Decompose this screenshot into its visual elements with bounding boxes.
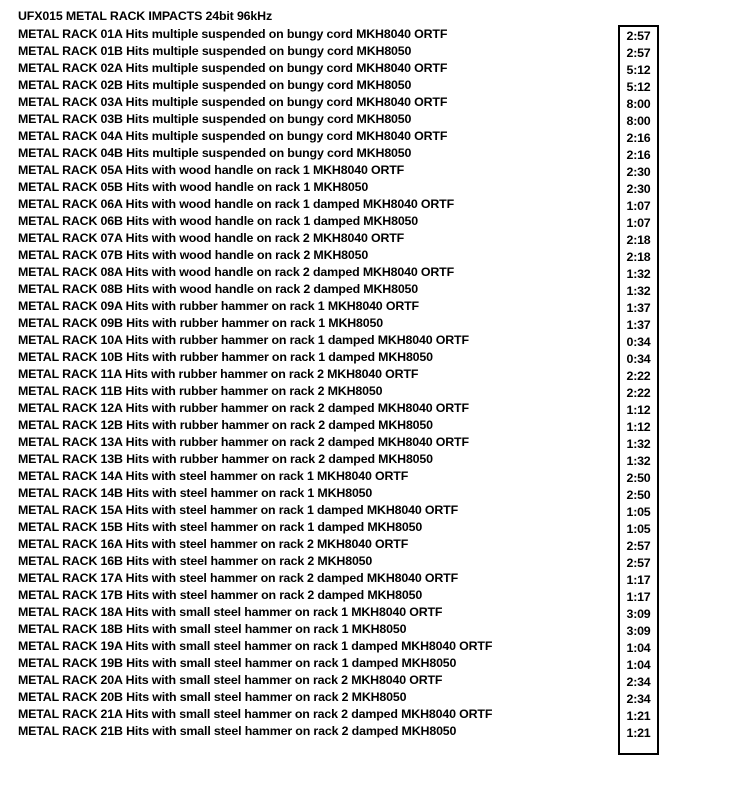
track-duration: 2:16: [626, 148, 651, 162]
track-duration: 1:32: [626, 267, 651, 281]
track-row: METAL RACK 04B Hits multiple suspended on bungy cord MKH8050: [18, 146, 412, 160]
track-row: METAL RACK 03B Hits multiple suspended on bungy cord MKH8050: [18, 112, 412, 126]
track-duration: 1:04: [626, 658, 651, 672]
track-duration: 1:07: [626, 199, 651, 213]
track-duration: 2:57: [626, 29, 651, 43]
track-duration: 2:30: [626, 182, 651, 196]
track-duration: 5:12: [626, 63, 651, 77]
track-duration: 1:04: [626, 641, 651, 655]
track-duration: 2:30: [626, 165, 651, 179]
track-duration: 1:12: [626, 403, 651, 417]
track-duration: 2:18: [626, 233, 651, 247]
duration-list: [620, 28, 657, 742]
track-row: METAL RACK 02A Hits multiple suspended on bungy cord MKH8040 ORTF: [18, 61, 448, 75]
track-row: METAL RACK 08B Hits with wood handle on rack 2 damped MKH8050: [18, 282, 419, 296]
track-row: METAL RACK 05A Hits with wood handle on rack 1 MKH8040 ORTF: [18, 163, 405, 177]
track-row: METAL RACK 07A Hits with wood handle on rack 2 MKH8040 ORTF: [18, 231, 405, 245]
track-row: METAL RACK 01B Hits multiple suspended on bungy cord MKH8050: [18, 44, 412, 58]
track-row: METAL RACK 16B Hits with steel hammer on rack 2 MKH8050: [18, 554, 373, 568]
page-title: UFX015 METAL RACK IMPACTS 24bit 96kHz: [18, 9, 273, 23]
track-row: METAL RACK 18A Hits with small steel hammer on rack 1 MKH8040 ORTF: [18, 605, 443, 619]
track-row: METAL RACK 06B Hits with wood handle on rack 1 damped MKH8050: [18, 214, 419, 228]
track-duration: 2:50: [626, 488, 651, 502]
track-duration: 0:34: [626, 335, 651, 349]
track-duration: 1:05: [626, 522, 651, 536]
track-list: [18, 26, 614, 740]
track-row: METAL RACK 06A Hits with wood handle on rack 1 damped MKH8040 ORTF: [18, 197, 454, 211]
track-row: METAL RACK 16A Hits with steel hammer on rack 2 MKH8040 ORTF: [18, 537, 409, 551]
track-duration: 2:34: [626, 675, 651, 689]
track-duration: 2:18: [626, 250, 651, 264]
track-duration: 1:37: [626, 301, 651, 315]
track-duration: 5:12: [626, 80, 651, 94]
track-row: METAL RACK 17B Hits with steel hammer on rack 2 damped MKH8050: [18, 588, 423, 602]
track-duration: 2:57: [626, 539, 651, 553]
track-duration: 1:32: [626, 454, 651, 468]
track-row: METAL RACK 10A Hits with rubber hammer on rack 1 damped MKH8040 ORTF: [18, 333, 469, 347]
track-duration: 2:22: [626, 386, 651, 400]
track-duration: 2:16: [626, 131, 651, 145]
track-duration: 1:05: [626, 505, 651, 519]
track-row: METAL RACK 11B Hits with rubber hammer on rack 2 MKH8050: [18, 384, 383, 398]
track-row: METAL RACK 15A Hits with steel hammer on rack 1 damped MKH8040 ORTF: [18, 503, 459, 517]
track-row: METAL RACK 03A Hits multiple suspended on bungy cord MKH8040 ORTF: [18, 95, 448, 109]
track-row: METAL RACK 20A Hits with small steel hammer on rack 2 MKH8040 ORTF: [18, 673, 443, 687]
track-row: METAL RACK 21B Hits with small steel hammer on rack 2 damped MKH8050: [18, 724, 457, 738]
track-duration: 2:57: [626, 46, 651, 60]
track-duration: 0:34: [626, 352, 651, 366]
track-duration: 8:00: [626, 114, 651, 128]
duration-column-box: [618, 25, 659, 755]
track-duration: 2:57: [626, 556, 651, 570]
track-duration: 1:17: [626, 590, 651, 604]
track-row: METAL RACK 12A Hits with rubber hammer on rack 2 damped MKH8040 ORTF: [18, 401, 469, 415]
track-row: METAL RACK 14B Hits with steel hammer on rack 1 MKH8050: [18, 486, 373, 500]
track-duration: 1:07: [626, 216, 651, 230]
track-row: METAL RACK 10B Hits with rubber hammer on rack 1 damped MKH8050: [18, 350, 433, 364]
track-row: METAL RACK 15B Hits with steel hammer on rack 1 damped MKH8050: [18, 520, 423, 534]
track-duration: 3:09: [626, 607, 651, 621]
track-duration: 1:17: [626, 573, 651, 587]
track-row: METAL RACK 20B Hits with small steel hammer on rack 2 MKH8050: [18, 690, 407, 704]
track-row: METAL RACK 19B Hits with small steel hammer on rack 1 damped MKH8050: [18, 656, 457, 670]
track-row: METAL RACK 17A Hits with steel hammer on rack 2 damped MKH8040 ORTF: [18, 571, 459, 585]
track-row: METAL RACK 08A Hits with wood handle on rack 2 damped MKH8040 ORTF: [18, 265, 454, 279]
track-row: METAL RACK 02B Hits multiple suspended on bungy cord MKH8050: [18, 78, 412, 92]
track-row: METAL RACK 05B Hits with wood handle on rack 1 MKH8050: [18, 180, 369, 194]
track-row: METAL RACK 04A Hits multiple suspended on bungy cord MKH8040 ORTF: [18, 129, 448, 143]
track-row: METAL RACK 21A Hits with small steel hammer on rack 2 damped MKH8040 ORTF: [18, 707, 493, 721]
track-row: METAL RACK 12B Hits with rubber hammer on rack 2 damped MKH8050: [18, 418, 433, 432]
track-duration: 2:50: [626, 471, 651, 485]
track-row: METAL RACK 19A Hits with small steel hammer on rack 1 damped MKH8040 ORTF: [18, 639, 493, 653]
track-duration: 2:22: [626, 369, 651, 383]
track-row: METAL RACK 18B Hits with small steel hammer on rack 1 MKH8050: [18, 622, 407, 636]
track-duration: 8:00: [626, 97, 651, 111]
track-row: METAL RACK 09A Hits with rubber hammer on rack 1 MKH8040 ORTF: [18, 299, 419, 313]
track-duration: 1:32: [626, 284, 651, 298]
track-duration: 1:21: [626, 709, 651, 723]
track-duration: 1:21: [626, 726, 651, 740]
track-row: METAL RACK 13B Hits with rubber hammer on rack 2 damped MKH8050: [18, 452, 433, 466]
track-duration: 1:37: [626, 318, 651, 332]
track-row: METAL RACK 11A Hits with rubber hammer on rack 2 MKH8040 ORTF: [18, 367, 419, 381]
track-row: METAL RACK 09B Hits with rubber hammer on rack 1 MKH8050: [18, 316, 384, 330]
track-row: METAL RACK 13A Hits with rubber hammer on rack 2 damped MKH8040 ORTF: [18, 435, 469, 449]
track-row: METAL RACK 01A Hits multiple suspended on bungy cord MKH8040 ORTF: [18, 27, 448, 41]
track-row: METAL RACK 14A Hits with steel hammer on rack 1 MKH8040 ORTF: [18, 469, 409, 483]
track-duration: 2:34: [626, 692, 651, 706]
track-duration: 3:09: [626, 624, 651, 638]
track-duration: 1:12: [626, 420, 651, 434]
track-row: METAL RACK 07B Hits with wood handle on rack 2 MKH8050: [18, 248, 369, 262]
track-duration: 1:32: [626, 437, 651, 451]
